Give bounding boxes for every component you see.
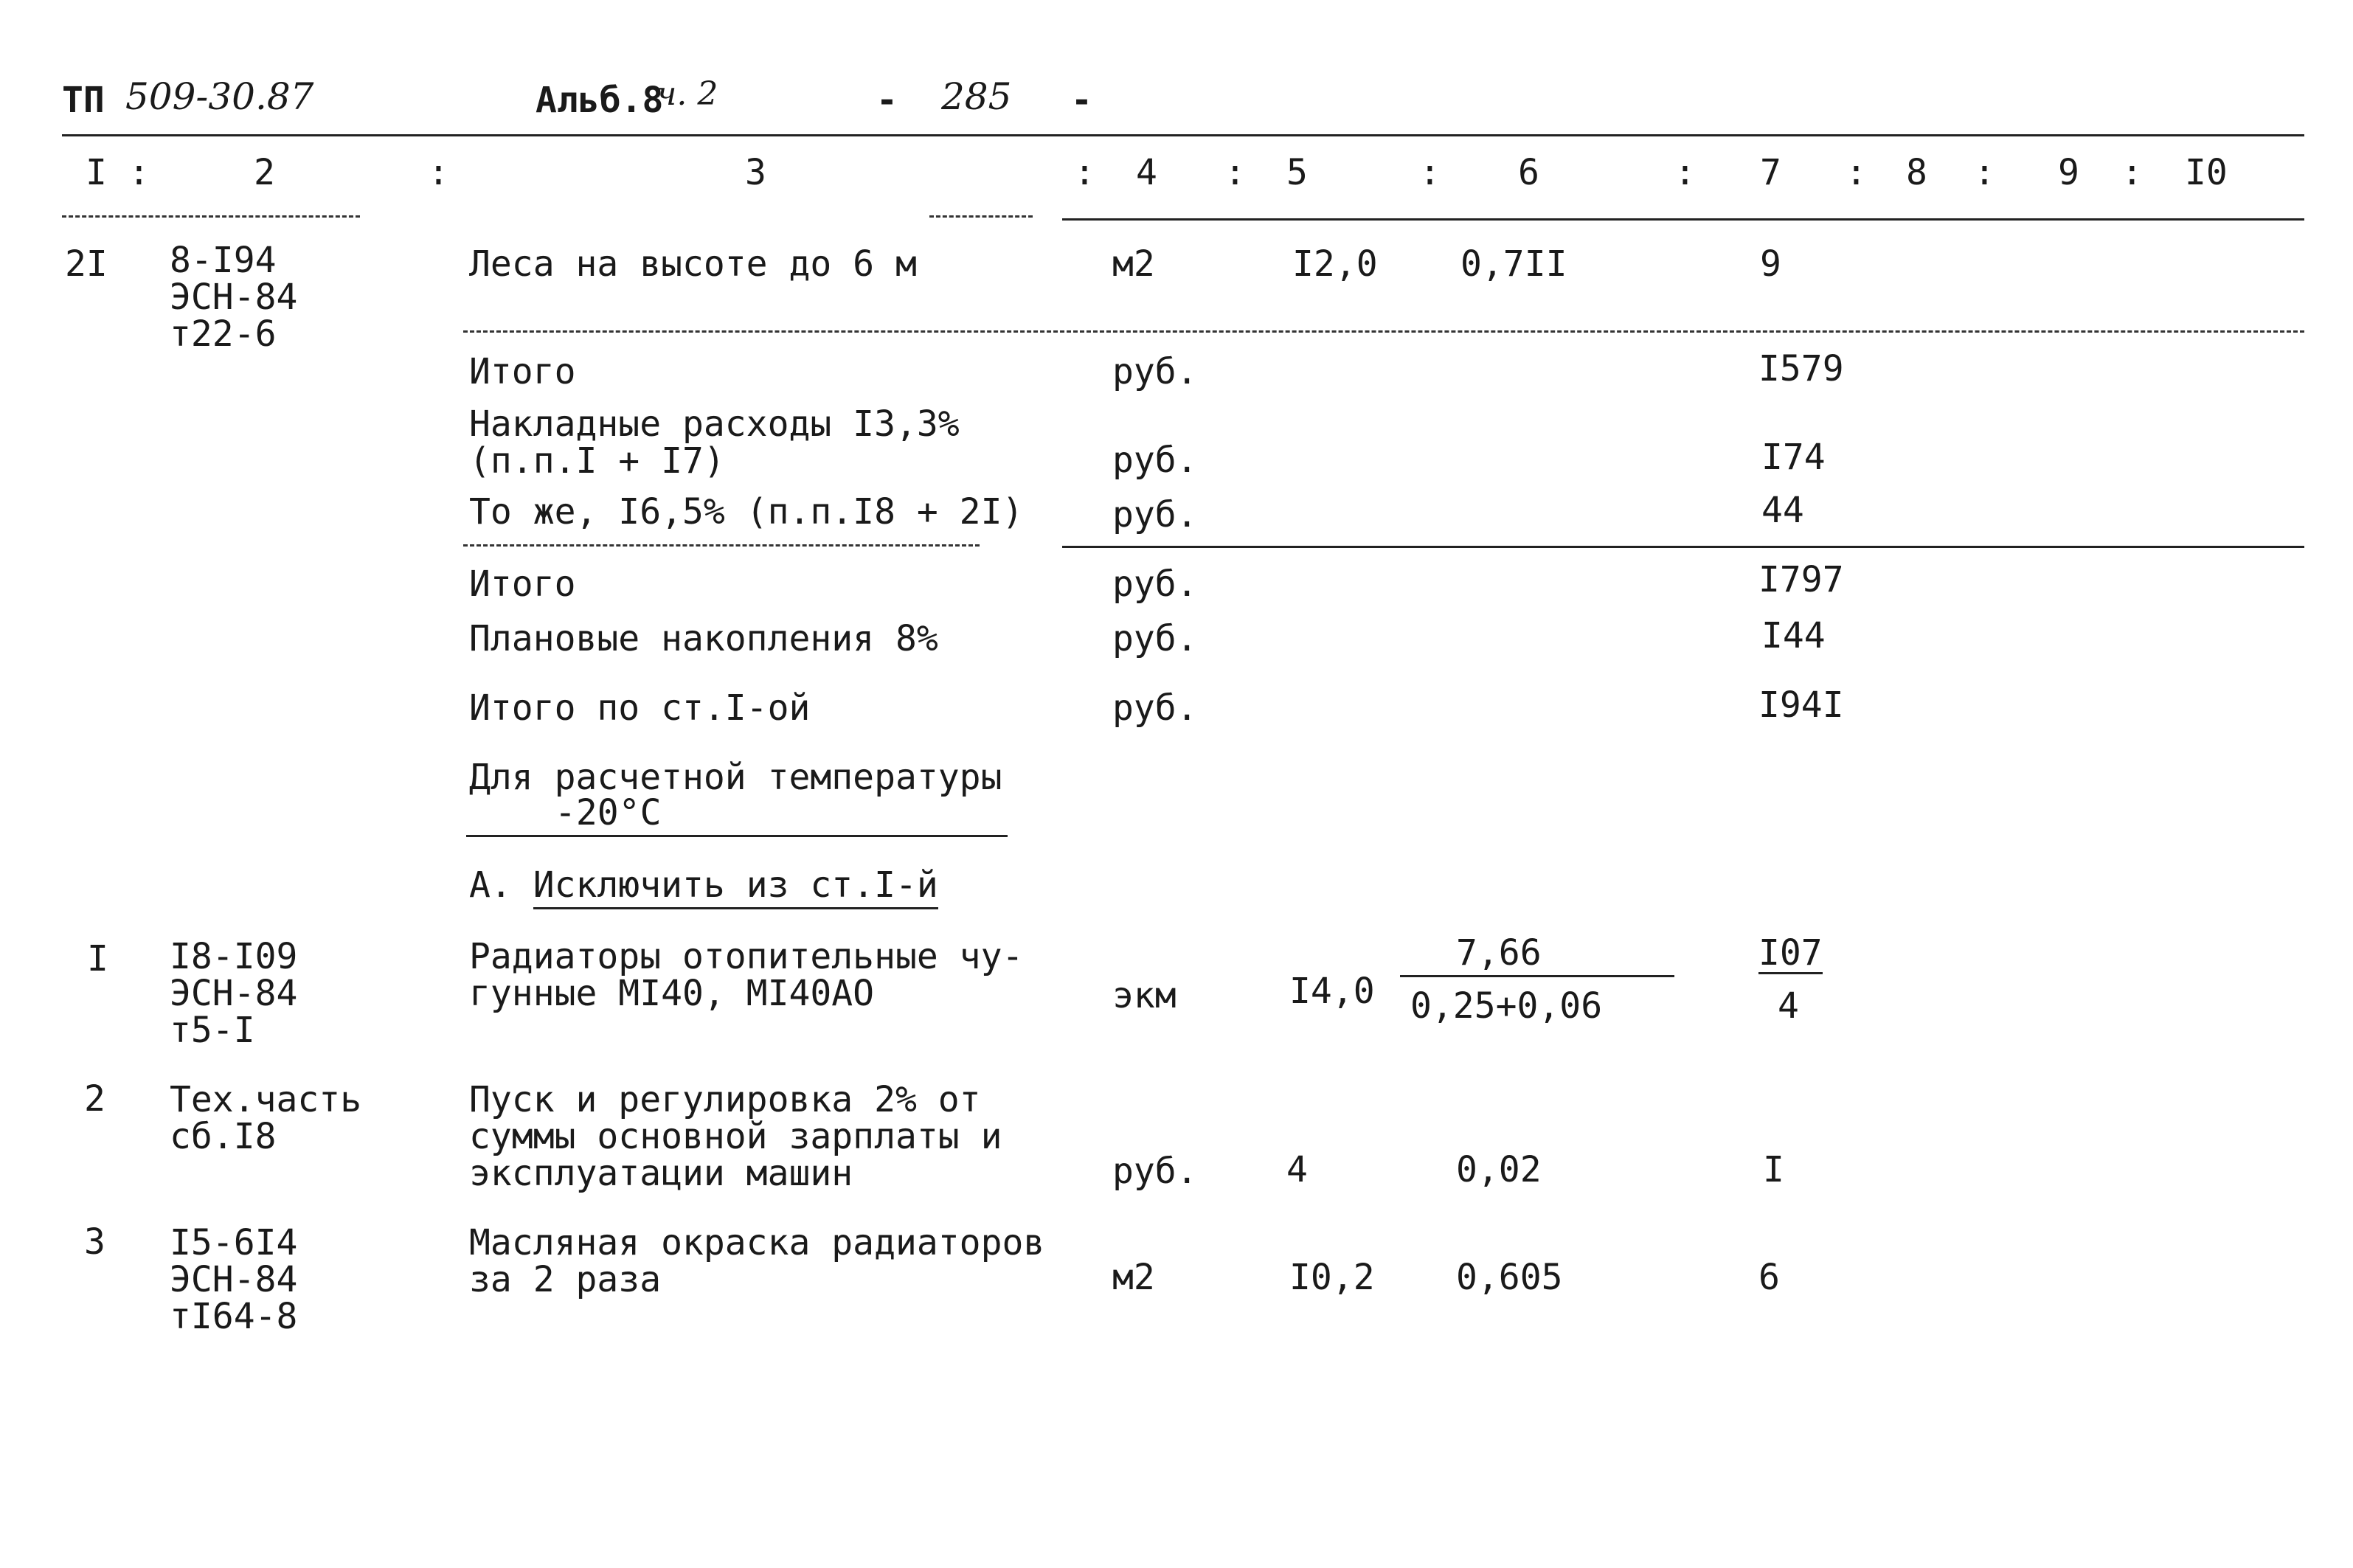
- norm-code-line: ЭСН-84: [170, 1259, 298, 1300]
- summary-total: I74: [1761, 437, 1826, 478]
- col-separator: :: [1224, 152, 1246, 193]
- col-header-8: 8: [1906, 152, 1927, 193]
- unit-price-numerator: 7,66: [1456, 932, 1542, 974]
- summary-label: То же, I6,5% (п.п.I8 + 2I): [469, 491, 1024, 533]
- summary-label: Итого по ст.I-ой: [469, 687, 811, 729]
- column-rule: [929, 215, 1033, 218]
- unit-price: 0,605: [1456, 1257, 1563, 1298]
- norm-code-line: тI64-8: [170, 1296, 298, 1337]
- norm-code-line: т5-I: [170, 1010, 255, 1051]
- row-number: I: [87, 938, 108, 979]
- summary-unit: руб.: [1112, 687, 1198, 729]
- row-divider: [463, 330, 2304, 333]
- summary-total: I94I: [1758, 684, 1844, 726]
- album-label: Альб.8: [536, 80, 664, 121]
- row-number: 2: [84, 1078, 105, 1120]
- part-handwritten: ч. 2: [656, 75, 718, 113]
- summary-total: I44: [1761, 615, 1826, 656]
- fraction-bar: [1400, 975, 1674, 977]
- subsection-label: Исключить из ст.I-й: [533, 864, 938, 909]
- summary-label: [469, 403, 960, 482]
- quantity: I2,0: [1292, 243, 1378, 285]
- row-divider: [1062, 546, 2304, 548]
- work-name: Леса на высоте до 6 м: [469, 243, 917, 285]
- section-underline: [466, 835, 1008, 837]
- norm-code-line: ЭСН-84: [170, 973, 298, 1014]
- col-separator: :: [1419, 152, 1441, 193]
- norm-code: [170, 242, 297, 353]
- total-cost: 6: [1758, 1257, 1780, 1298]
- summary-total: I579: [1758, 348, 1844, 389]
- col-separator: :: [1974, 152, 1995, 193]
- subsection-heading: [469, 864, 938, 906]
- unit: экм: [1112, 975, 1176, 1016]
- work-name-line: за 2 раза: [469, 1259, 662, 1300]
- summary-label: Плановые накопления 8%: [469, 618, 938, 659]
- norm-code-line: I8-I09: [170, 936, 298, 977]
- norm-code: [170, 938, 297, 1049]
- norm-code-line: 8-I94: [170, 240, 277, 281]
- header-dash-left: -: [876, 80, 898, 121]
- col-header-7: 7: [1760, 152, 1781, 193]
- norm-code-line: ЭСН-84: [170, 277, 298, 318]
- norm-code: [170, 1081, 361, 1155]
- summary-label-line: (п.п.I + I7): [469, 440, 725, 482]
- summary-unit: руб.: [1112, 440, 1198, 481]
- work-name-line: Пуск и регулировка 2% от: [469, 1079, 981, 1120]
- unit: м2: [1112, 243, 1155, 285]
- col-header-10: I0: [2185, 152, 2228, 193]
- quantity: 4: [1286, 1149, 1308, 1190]
- row-divider: [463, 544, 980, 547]
- section-title: Для расчетной температуры: [469, 757, 1002, 798]
- tp-label: ТП: [62, 80, 105, 121]
- norm-code-line: I5-6I4: [170, 1222, 298, 1263]
- work-name-line: Радиаторы отопительные чу-: [469, 936, 1024, 977]
- summary-total: 44: [1761, 490, 1804, 531]
- total-cost-numerator: I07: [1758, 932, 1823, 974]
- norm-code-line: Тех.часть: [170, 1079, 362, 1120]
- col-header-2: 2: [254, 152, 275, 193]
- col-separator: :: [1846, 152, 1867, 193]
- unit: руб.: [1112, 1151, 1198, 1192]
- norm-code-line: сб.I8: [170, 1116, 277, 1157]
- row-number: 3: [84, 1221, 105, 1263]
- section-subtitle: -20°С: [555, 792, 662, 833]
- summary-unit: руб.: [1112, 351, 1198, 392]
- quantity: I0,2: [1289, 1257, 1375, 1298]
- col-header-4: 4: [1136, 152, 1157, 193]
- summary-unit: руб.: [1112, 494, 1198, 535]
- summary-unit: руб.: [1112, 563, 1198, 605]
- summary-unit: руб.: [1112, 618, 1198, 659]
- unit: м2: [1112, 1257, 1155, 1298]
- header-rule: [62, 134, 2304, 136]
- unit-price: 0,7II: [1460, 243, 1567, 285]
- subsection-prefix: А.: [469, 864, 512, 906]
- summary-total: I797: [1758, 559, 1844, 600]
- column-rule: [62, 215, 360, 218]
- work-name: [469, 1224, 1044, 1298]
- total-cost-denominator: 4: [1778, 985, 1799, 1027]
- work-name-line: эксплуатации машин: [469, 1153, 853, 1194]
- column-rule: [1062, 218, 2304, 221]
- col-separator: :: [1674, 152, 1696, 193]
- total-cost: I: [1763, 1149, 1784, 1190]
- work-name-line: суммы основной зарплаты и: [469, 1116, 1002, 1157]
- work-name-line: гунные МI40, МI40АО: [469, 973, 875, 1014]
- norm-code: [170, 1224, 297, 1335]
- col-header-3: 3: [745, 152, 766, 193]
- header-dash-right: -: [1071, 80, 1092, 121]
- work-name-line: Масляная окраска радиаторов: [469, 1222, 1045, 1263]
- col-separator: :: [428, 152, 449, 193]
- summary-label: Итого: [469, 563, 576, 605]
- row-number: 2I: [65, 243, 108, 285]
- doc-number: 509-30.87: [125, 75, 314, 118]
- summary-label-line: Накладные расходы I3,3%: [469, 403, 960, 445]
- norm-code-line: т22-6: [170, 313, 277, 355]
- col-header-5: 5: [1286, 152, 1308, 193]
- col-header-1: I: [86, 152, 107, 193]
- work-name: [469, 1081, 1002, 1192]
- col-header-9: 9: [2058, 152, 2079, 193]
- total-cost: 9: [1760, 243, 1781, 285]
- unit-price: 0,02: [1456, 1149, 1542, 1190]
- col-separator: :: [2121, 152, 2143, 193]
- quantity: I4,0: [1289, 971, 1375, 1012]
- col-separator: :: [128, 152, 150, 193]
- summary-label: Итого: [469, 351, 576, 392]
- page-number: 285: [941, 75, 1012, 118]
- col-separator: :: [1074, 152, 1095, 193]
- col-header-6: 6: [1518, 152, 1539, 193]
- work-name: [469, 938, 1023, 1012]
- unit-price-denominator: 0,25+0,06: [1410, 985, 1603, 1027]
